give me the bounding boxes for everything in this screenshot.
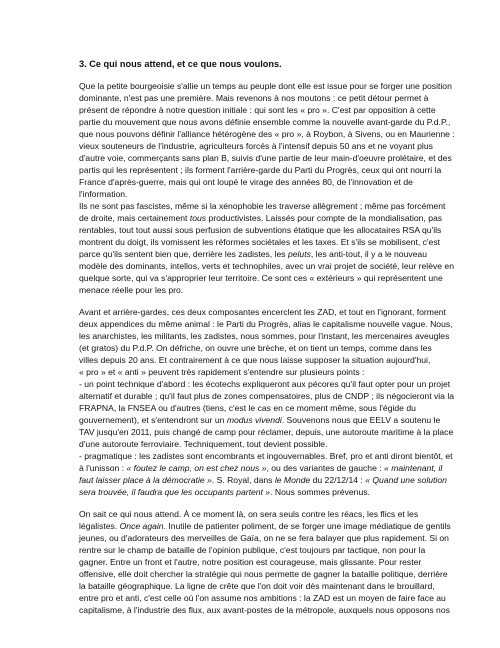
text-line: Avant et arrière-gardes, ces deux composantes encerclent les ZAD, et tout en l'ignorant, forment [79,307,446,317]
document-body [79,80,455,616]
document-page [79,58,455,616]
text-line: FRAPNA, la FNSEA ou d'autres (tiens, c'est le cas en ce moment même, sous l'égide du [79,403,416,413]
text-line: alternatif et durable ; qu'il faut plus de zones compensatoires, plus de CNDP ; ils négocieront via la [79,391,455,401]
text-line: gouvernement), et s'entendront sur un modus vivendi. Souvenons nous que EELV a soutenu le [79,415,441,425]
text-line: - pragmatique : les zadistes sont encombrants et ingouvernables. Bref, pro et anti diront bientôt, et [79,451,453,461]
text-line: On sait ce qui nous attend. À ce moment là, on sera seuls contre les réacs, les flics et les [79,509,419,519]
text-line: « pro » et « anti » peuvent très rapidement s'entendre sur plusieurs points : [79,367,365,377]
text-line: deux appendices du même animal : le Parti du Progrès, alias le capitalisme nouvelle vague. Nous, [79,319,453,329]
paragraph [79,508,451,616]
text-line: menace réelle pour les pro. [79,285,184,295]
text-line: de droite, mais certainement tous productivistes. Laissés pour compte de la mondialisation, pas [79,213,443,223]
text-line: faut laisser place à la démocratie ». S. Royal, dans le Monde du 22/12/14 : « Quand une solution [79,475,447,485]
text-line: Ils ne sont pas fascistes, même si la xénophobie les traverse allègrement ; même pas forcément [79,201,446,211]
text-line: vieux souteneurs de l'industrie, agriculteurs forcés à l'intensif depuis 50 ans et ne voyant plus [79,141,433,151]
text-line: TAV jusqu'en 2011, puis changé de camp pour réclamer, depuis, une autoroute maritime à la place [79,427,454,437]
paragraph [79,80,455,296]
text-line: d'autre voie, commerçants sans plan B, suivis d'une partie de leur main-d'oeuvre prolétaire, et des [79,153,452,163]
text-line: les anarchistes, les militants, les zadistes, nous sommes, pour l'instant, les mercenaires aveugles [79,331,450,341]
text-line: jeunes, ou d'adorateurs des merveilles de Gaïa, on ne se fera balayer que plus rapidement. Si on [79,533,449,543]
text-line: modèle des dominants, intellos, verts et technophiles, avec un vrai projet de société, leur relève en [79,261,454,271]
text-line: entre pro et anti, c'est celle où l'on assume nos ambitions : la ZAD est un moyen de faire face au [79,593,446,603]
text-line: que nous pouvons définir l'alliance hétérogène des « pro », à Roybon, à Sivens, ou en Maurienne : [79,129,455,139]
text-line: partie du mouvement que nous avons définie ensemble comme la nouvelle avant-garde du P.d.P., [79,117,451,127]
text-line: montrent du doigt, ils vomissent les réformes sociétales et les taxes. Et s'ils se mobilisent, c'est [79,237,441,247]
text-line: rentables, tout tout aussi sous perfusion de subventions étatique que les allocataires RSA qu'ils [79,225,442,235]
text-line: à l'unisson : « foutez le camp, on est chez nous », ou des variantes de gauche : « maintenant, il [79,463,443,473]
text-line: sera trouvée, il faudra que les occupants partent ». Nous sommes prévenus. [79,487,370,497]
text-line: (et gratos) du P.d.P. On défriche, on ouvre une brèche, et on tient un temps, comme dans les [79,343,432,353]
text-line: Que la petite bourgeoisie s'allie un temps au peuple dont elle est issue pour se forger une position [79,81,452,91]
paragraph [79,306,455,498]
text-line: légalistes. Once again. Inutile de patienter poliment, de se forger une image médiatique de gentils [79,521,451,531]
text-line: gagner. Entre un front et l'autre, notre position est courageuse, mais glissante. Pour rester [79,557,422,567]
text-line: quelque sorte, qui va s'approprier leur territoire. Ce sont ces « extérieurs » qui représentent une [79,273,443,283]
text-line: l'information. [79,189,128,199]
text-line: dominante, n'est pas une première. Mais revenons à nos moutons : ce petit détour permet à [79,93,429,103]
text-line: villes depuis 20 ans. Et contrairement à ce que nous laisse supposer la situation aujourd'hui, [79,355,431,365]
text-line: partis qui les représentent ; ils forment l'arrière-garde du Parti du Progrès, ceux qui ont nourri la [79,165,442,175]
text-line: rentre sur le champ de bataille de l'opinion publique, c'est toujours par tactique, non pour la [79,545,426,555]
text-line: d'une autoroute ferroviaire. Techniquement, tout devient possible. [79,439,328,449]
text-line: présent de répondre à notre question initiale : qui sont les « pro ». C'est par opposition à cette [79,105,436,115]
text-line: la bataille géographique. La ligne de crête que l'on doit voir dès maintenant dans le brouillard, [79,581,435,591]
text-line: France d'après-guerre, mais qui ont loupé le virage des années 80, de l'innovation et de [79,177,413,187]
text-line: - un point technique d'abord : les écotechs expliqueront aux pécores qu'il faut opter pour un projet [79,379,451,389]
text-line: offensive, elle doit chercher la stratégie qui nous permette de gagner la bataille politique, derrière [79,569,448,579]
section-heading: 3. Ce qui nous attend, et ce que nous voulons. [79,59,282,69]
text-line: parce qu'ils sentent bien que, derrière les zadistes, les peluts, les anti-tout, il y a le nouveau [79,249,427,259]
text-line: capitalisme, à l'industrie des flux, aux avant-postes de la métropole, auxquels nous opposons nos [79,605,450,615]
